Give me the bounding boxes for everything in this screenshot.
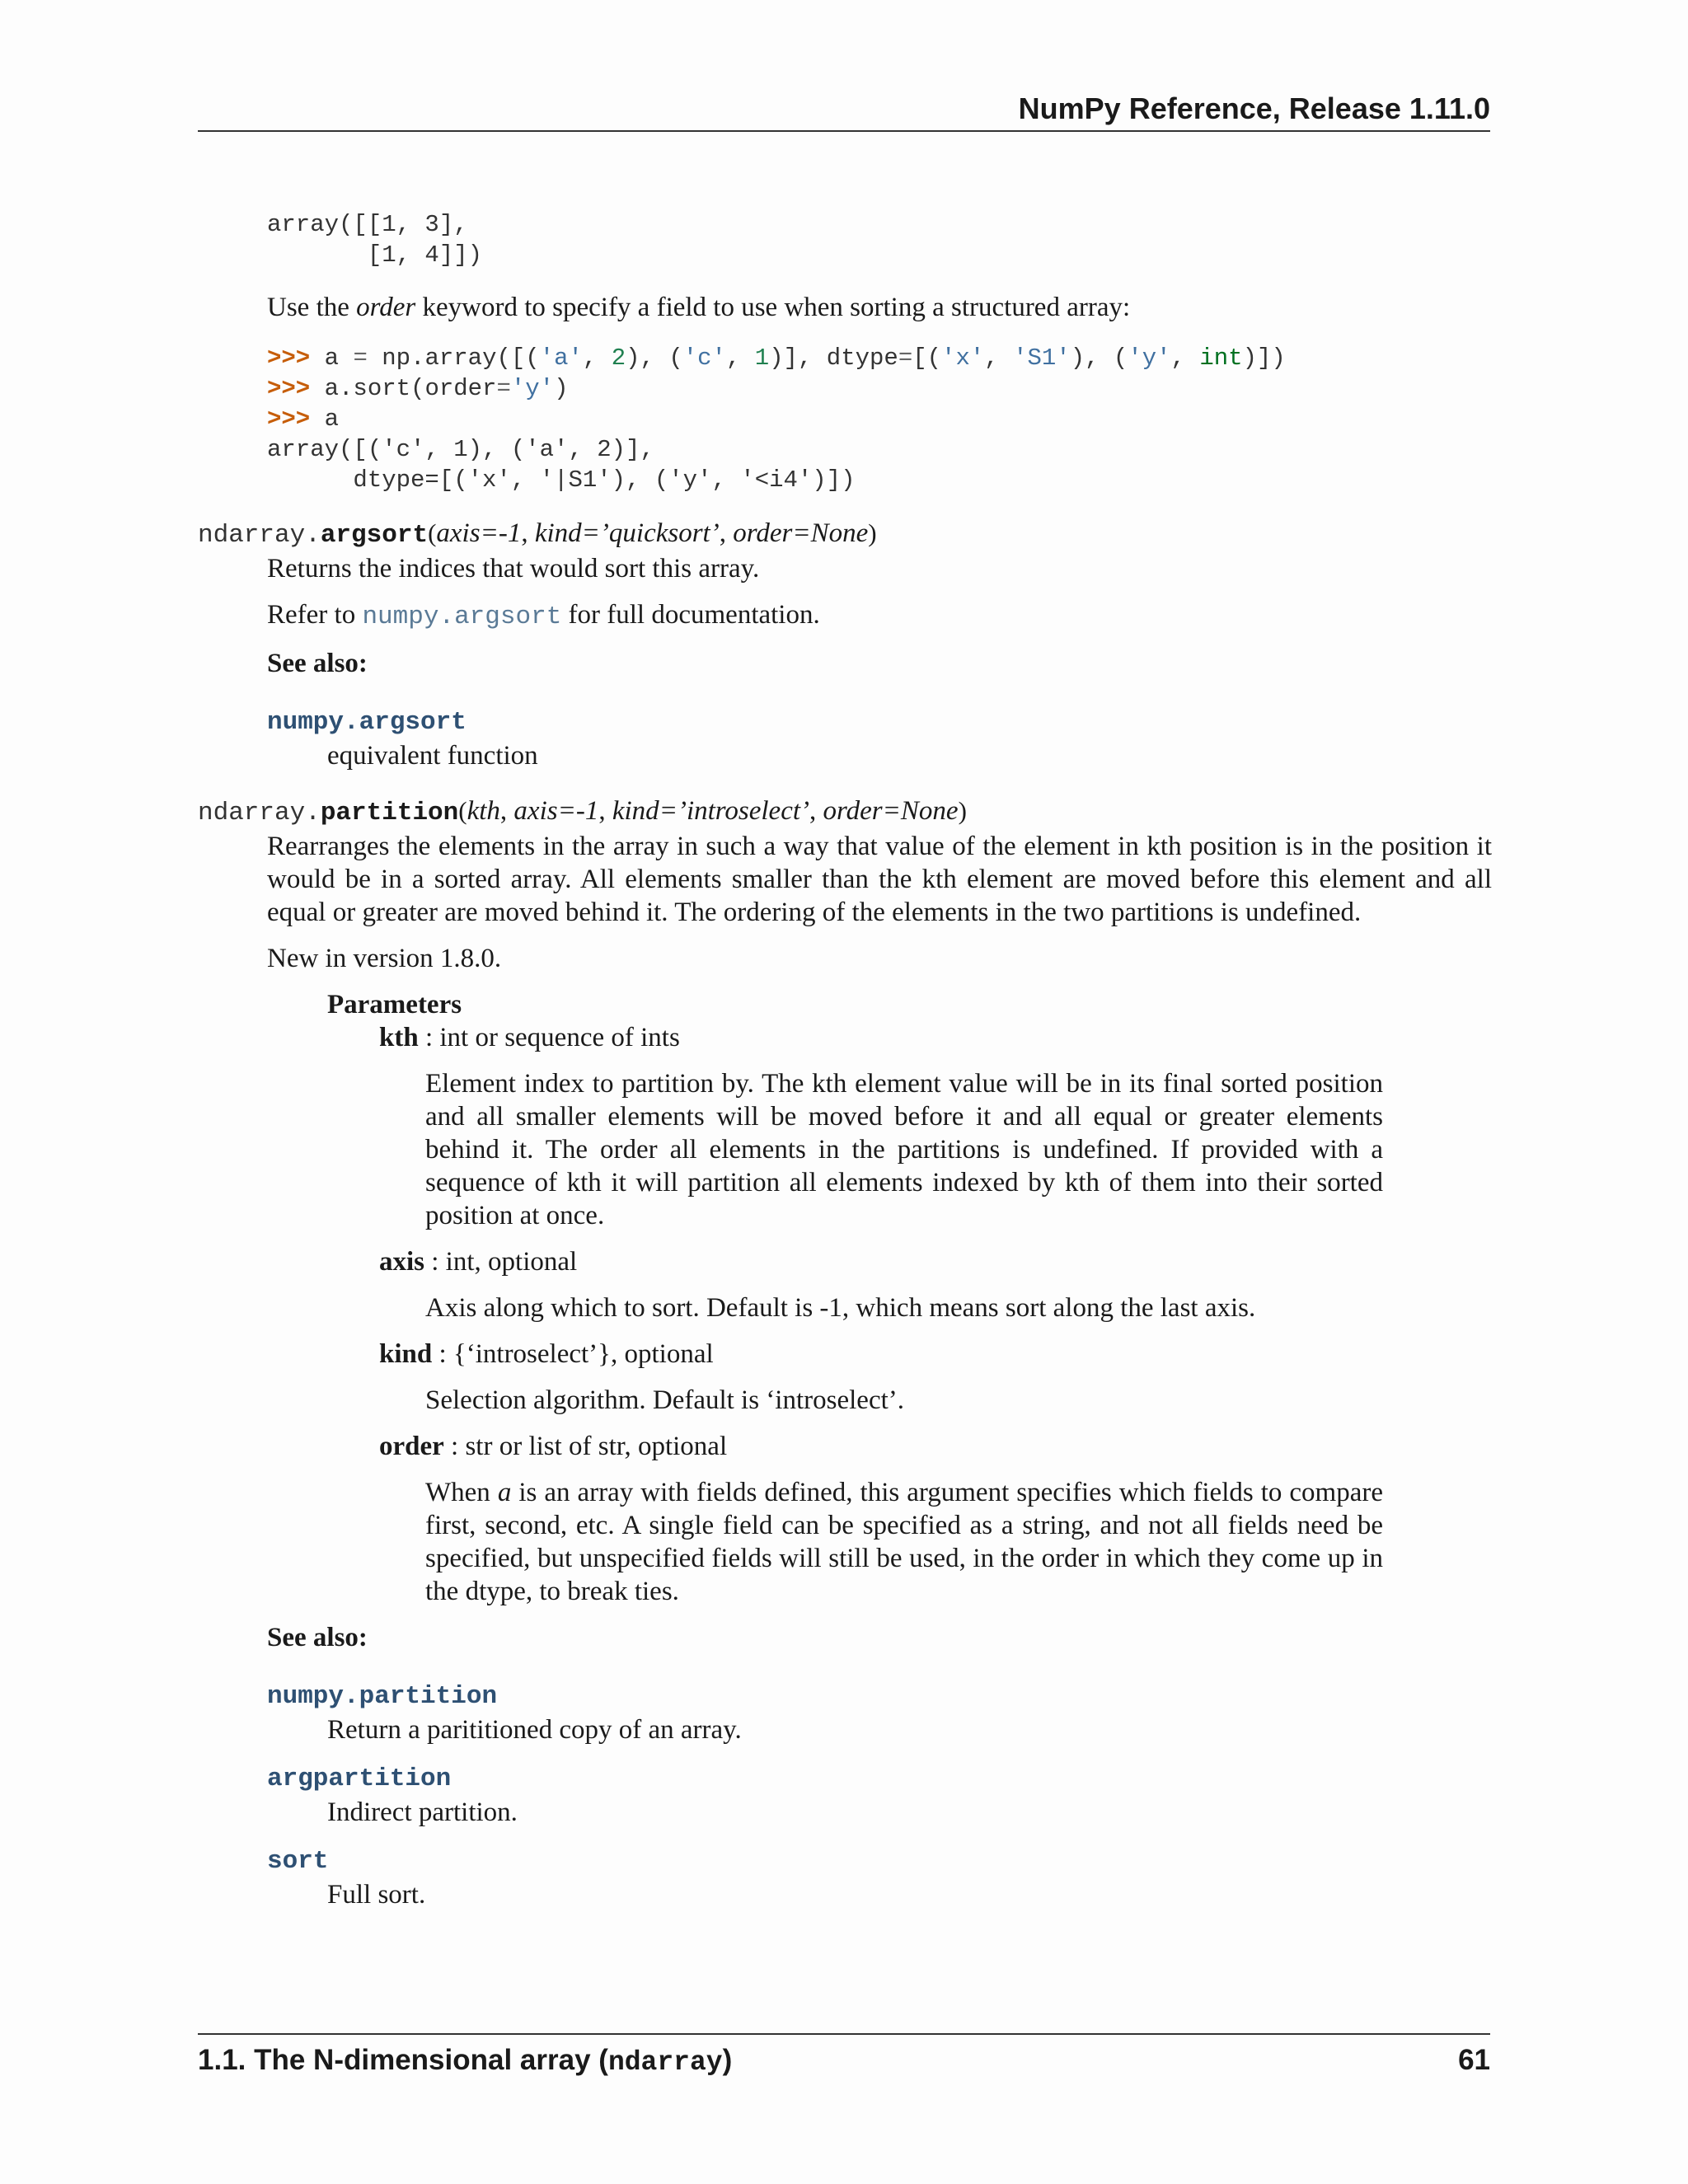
sig-arg: axis <box>436 518 481 548</box>
partition-see-also-heading: See also: <box>267 1623 368 1652</box>
footer-rule <box>198 2033 1490 2035</box>
sig-function: argsort <box>320 521 429 550</box>
see-also-numpy-partition-link[interactable]: numpy.partition <box>267 1682 498 1711</box>
code-line: [1, 4]]) <box>267 241 483 269</box>
text: is an array with fields defined, this argument specifies which fields to compare first, second, etc. A single field can be specified as a string, and not all fields need be specified, but unspecified fields will still be used, in the order in which they come up in the dtype, to break ties. <box>425 1478 1384 1606</box>
param-kind <box>379 1338 1492 1371</box>
see-also-description: Return a parititioned copy of an array. <box>327 1715 742 1745</box>
sig-paren: ( <box>428 518 437 547</box>
sig-default: =’quicksort’ <box>581 518 720 548</box>
code-token: int <box>1199 344 1243 372</box>
code-token: , <box>582 344 612 372</box>
sig-function: partition <box>320 799 459 827</box>
code-token: 1 <box>754 344 770 372</box>
partition-summary: Rearranges the elements in the array in such a way that value of the element in kth position is in the position it would be in a sorted array. All elements smaller than the kth element are moved before this element and all equal or greater are moved behind it. The ordering of the elements in the two partitions is undefined. <box>267 832 1492 927</box>
text: Refer to <box>267 600 363 630</box>
partition-signature <box>198 794 1492 830</box>
argsort-summary: Returns the indices that would sort this array. <box>267 554 760 583</box>
code-token: )]) <box>1242 344 1286 372</box>
text: keyword to specify a field to use when sorting a structured array: <box>415 293 1131 322</box>
code-token: = <box>353 344 368 372</box>
sig-paren: ( <box>458 796 467 825</box>
text: Use the <box>267 293 357 322</box>
argsort-signature <box>198 517 1492 552</box>
code-text: ndarray <box>607 2047 723 2078</box>
sig-default: =-1 <box>557 796 599 826</box>
code-token: 'y' <box>510 375 555 402</box>
sig-class: ndarray. <box>198 521 321 550</box>
param-order-description <box>425 1476 1383 1608</box>
sig-sep: , <box>598 796 612 826</box>
code-token: 'a' <box>539 344 583 372</box>
sig-default: =None <box>792 518 869 548</box>
param-type: : int or sequence of ints <box>418 1023 680 1052</box>
code-token: , <box>984 344 1014 372</box>
code-token: [( <box>912 344 942 372</box>
param-kth <box>379 1021 1492 1054</box>
running-footer <box>198 2041 1490 2083</box>
sig-paren: ) <box>958 796 967 825</box>
text: 1.1. The N-dimensional array ( <box>198 2044 608 2076</box>
see-also-description: Indirect partition. <box>327 1797 518 1827</box>
param-name: axis <box>379 1247 425 1277</box>
param-axis <box>379 1245 1492 1278</box>
emphasis: a <box>497 1478 512 1507</box>
argsort-see-also-heading: See also: <box>267 649 368 678</box>
param-kth-description: Element index to partition by. The kth element value will be in its final sorted position and all smaller elements will be moved before it and all equal or greater elements behind it. The order all elements in the partitions is undefined. If provided with a sequence of kth it will partition all elements indexed by kth of them into their sorted position at once. <box>425 1069 1383 1230</box>
param-name: kth <box>379 1023 419 1052</box>
argsort-refer <box>267 598 1492 634</box>
sig-class: ndarray. <box>198 799 321 827</box>
code-token: ) <box>554 375 569 402</box>
code-token: 'y' <box>1128 344 1171 372</box>
param-kind-description: Selection algorithm. Default is ‘introselect’. <box>425 1385 904 1415</box>
code-token: 2 <box>611 344 626 372</box>
code-line: array([[1, 3], <box>267 211 468 238</box>
code-token: , <box>1170 344 1200 372</box>
text: ) <box>722 2044 733 2076</box>
sig-default: =’introselect’ <box>659 796 810 826</box>
text: When <box>425 1478 498 1507</box>
param-axis-description: Axis along which to sort. Default is -1, which means sort along the last axis. <box>425 1293 1256 1323</box>
page-number: 61 <box>1458 2044 1490 2076</box>
code-token: )], dtype <box>769 344 898 372</box>
header-rule <box>198 130 1490 132</box>
sig-arg: kind <box>534 518 582 548</box>
sig-sep: , <box>499 796 514 826</box>
prompt: >>> <box>267 405 311 433</box>
sig-sep: , <box>809 796 823 826</box>
code-token: a <box>310 344 354 372</box>
code-line: dtype=[('x', '|S1'), ('y', '<i4')]) <box>267 466 856 494</box>
sig-arg: axis <box>513 796 558 826</box>
version-note: New in version 1.8.0. <box>267 944 502 973</box>
sig-arg: order <box>733 518 793 548</box>
code-line: array([('c', 1), ('a', 2)], <box>267 436 654 463</box>
param-type: : int, optional <box>424 1247 578 1277</box>
order-paragraph <box>267 291 1492 324</box>
param-type: : {‘introselect’}, optional <box>432 1339 714 1369</box>
code-token: 'x' <box>941 344 985 372</box>
sig-sep: , <box>719 518 734 548</box>
code-token: = <box>898 344 913 372</box>
argsort-see-also-list <box>267 706 1492 772</box>
prompt: >>> <box>267 344 311 372</box>
sig-paren: ) <box>868 518 877 547</box>
footer-section-title <box>198 2041 732 2083</box>
code-token: np.array([( <box>367 344 540 372</box>
see-also-description: equivalent function <box>327 741 538 771</box>
numpy-argsort-link[interactable]: numpy.argsort <box>362 602 562 631</box>
parameters-heading: Parameters <box>327 990 462 1019</box>
code-token: 'S1' <box>1013 344 1071 372</box>
sig-arg: kind <box>612 796 659 826</box>
page-content <box>198 209 1492 1911</box>
sig-arg: order <box>823 796 883 826</box>
param-type: : str or list of str, optional <box>443 1432 728 1461</box>
see-also-argpartition-link[interactable]: argpartition <box>267 1765 452 1793</box>
code-token: a <box>310 405 340 433</box>
prompt: >>> <box>267 375 311 402</box>
code-token: , <box>725 344 755 372</box>
code-token: a.sort(order <box>310 375 497 402</box>
code-token: = <box>496 375 511 402</box>
see-also-numpy-argsort-link[interactable]: numpy.argsort <box>267 708 467 737</box>
param-name: order <box>379 1432 444 1461</box>
code-token: 'c' <box>682 344 726 372</box>
param-order <box>379 1430 1492 1463</box>
running-header: NumPy Reference, Release 1.11.0 <box>1018 91 1490 125</box>
code-token: ), ( <box>626 344 683 372</box>
emphasis: order <box>356 293 416 322</box>
sig-sep: , <box>521 518 535 548</box>
parameters-section <box>327 988 1492 1608</box>
text: for full documentation. <box>561 600 820 630</box>
see-also-sort-link[interactable]: sort <box>267 1847 329 1876</box>
param-name: kind <box>379 1339 433 1369</box>
sig-default: =-1 <box>480 518 522 548</box>
code-token: ), ( <box>1070 344 1128 372</box>
sig-arg: kth <box>467 796 500 826</box>
sig-default: =None <box>882 796 959 826</box>
partition-see-also-list <box>267 1680 1492 1911</box>
code-block-array-output <box>267 209 1492 270</box>
code-block-structured-sort <box>267 343 1492 495</box>
see-also-description: Full sort. <box>327 1880 426 1910</box>
